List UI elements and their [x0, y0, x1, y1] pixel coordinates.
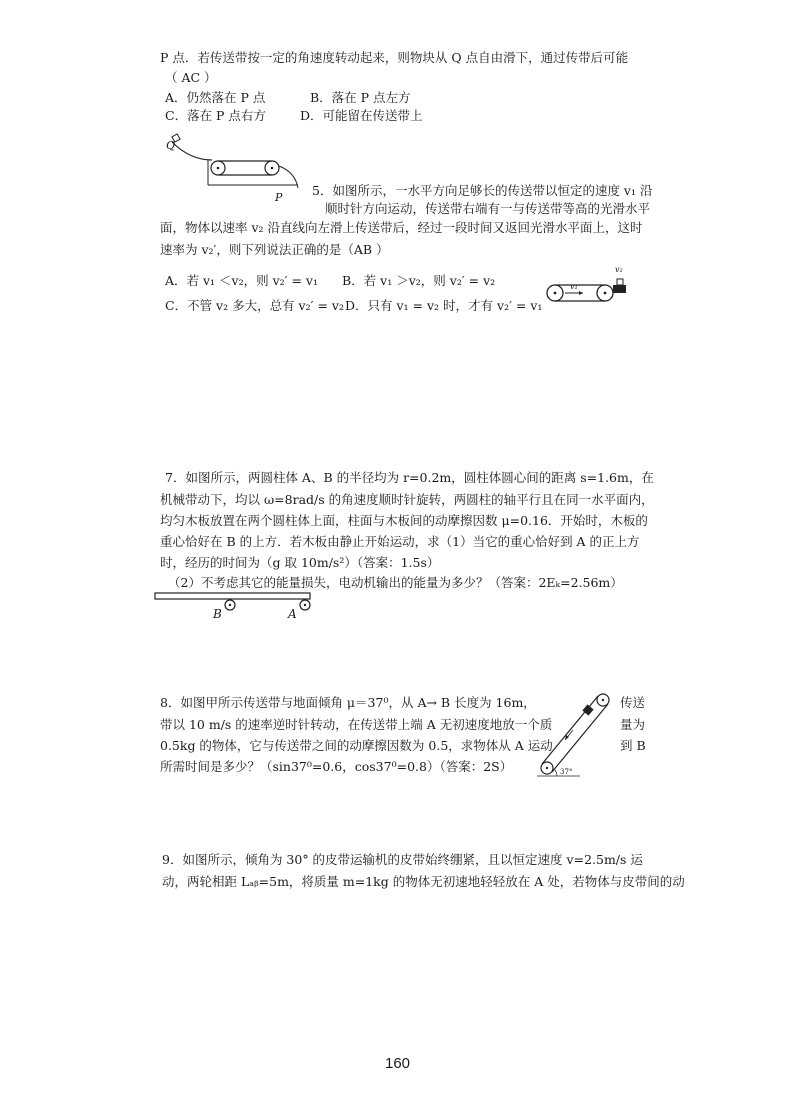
q9-line-1: 9．如图所示，倾角为 30° 的皮带运输机的皮带始终绷紧，且以恒定速度 v=2.5m/s 运 — [162, 852, 643, 867]
page-number: 160 — [385, 1055, 411, 1072]
q5-option-c: C．不管 v₂ 多大，总有 v₂′ = v₂ — [165, 298, 344, 313]
q8-block — [582, 704, 593, 715]
q5-label-v1: v₁ — [570, 282, 578, 291]
q4-option-c: C．落在 P 点右方 — [165, 108, 266, 123]
q4-line-1: P 点．若传送带按一定的角速度转动起来，则物块从 Q 点自由滑下，通过传带后可能 — [160, 50, 629, 65]
q8-line-3: 0.5kg 的物体，它与传送带之间的动摩擦因数为 0.5，求物体从 A 运动 — [160, 738, 553, 753]
q4-option-d: D．可能留在传送带上 — [300, 108, 423, 123]
q5-line-3: 面，物体以速率 v₂ 沿直线向左滑上传送带后，经过一段时间又返回光滑水平面上，这时 — [160, 220, 643, 235]
q4-answer: （ AC ） — [165, 70, 217, 85]
q8-right-1: 传送 — [620, 695, 646, 710]
q4-slope — [172, 142, 212, 160]
q4-label-p: P — [275, 191, 283, 204]
q4-option-a: A．仍然落在 P 点 — [165, 90, 266, 105]
q5-label-v2: v₂ — [615, 265, 623, 274]
q7-line-6: （2）不考虑其它的能量损失，电动机输出的能量为多少？（答案：2Eₖ=2.56m） — [168, 575, 623, 590]
q7-line-4: 重心恰好在 B 的上方．若木板由静止开始运动，求（1）当它的重心恰好到 A 的正上方 — [160, 534, 640, 549]
q8-right-3: 到 B — [620, 738, 646, 753]
q8-angle-label: 37° — [560, 768, 573, 776]
q7-plank — [155, 593, 310, 599]
q8-line-2: 带以 10 m/s 的速率逆时针转动，在传送带上端 A 无初速度地放一个质 — [160, 717, 553, 732]
q7-label-a: A — [288, 607, 297, 621]
q5-option-a: A．若 v₁ ＜v₂，则 v₂′ = v₁ — [165, 273, 318, 288]
q9-line-2: 动，两轮相距 Lₐᵦ=5m，将质量 m=1kg 的物体无初速地轻轻放在 A 处，若物体与皮带间的动 — [162, 874, 685, 889]
q8-line-1: 8．如图甲所示传送带与地面倾角 μ＝37⁰，从 A→ B 长度为 16m， — [160, 695, 536, 710]
q5-option-b: B．若 v₁ ＞v₂，则 v₂′ = v₂ — [342, 273, 496, 288]
q7-line-1: 7．如图所示，两圆柱体 A、B 的半径均为 r=0.2m，圆柱体圆心间的距离 s=1.6m，在 — [165, 470, 654, 485]
q5-option-d: D．只有 v₁ = v₂ 时，才有 v₂′ = v₁ — [345, 298, 543, 313]
q5-platform — [613, 285, 626, 293]
q5-line-2: 顺时针方向运动，传送带右端有一与传送带等高的光滑水平 — [325, 201, 651, 216]
q7-line-2: 机械带动下，均以 ω=8rad/s 的角速度顺时针旋转，两圆柱的轴平行且在同一水平面内， — [160, 492, 654, 507]
q7-line-5: 时，经历的时间为（g 取 10m/s²）（答案：1.5s） — [160, 555, 440, 570]
q5-line-4: 速率为 v₂′，则下列说法正确的是（AB ） — [160, 242, 389, 257]
q4-option-b: B．落在 P 点左方 — [310, 90, 411, 105]
q8-line-4: 所需时间是多少？（sin37⁰=0.6，cos37⁰=0.8）（答案：2S） — [160, 759, 513, 774]
q5-block — [617, 279, 623, 285]
q8-figure — [535, 690, 615, 780]
q5-line-1: 5．如图所示，一水平方向足够长的传送带以恒定的速度 v₁ 沿 — [312, 183, 653, 198]
q4-label-q: Q — [166, 139, 176, 152]
q5-figure — [543, 275, 628, 310]
q7-label-b: B — [213, 607, 222, 621]
q8-right-2: 量为 — [620, 717, 646, 732]
q7-line-3: 均匀木板放置在两个圆柱体上面，柱面与木板间的动摩擦因数 μ=0.16．开始时，木板的 — [160, 513, 648, 528]
